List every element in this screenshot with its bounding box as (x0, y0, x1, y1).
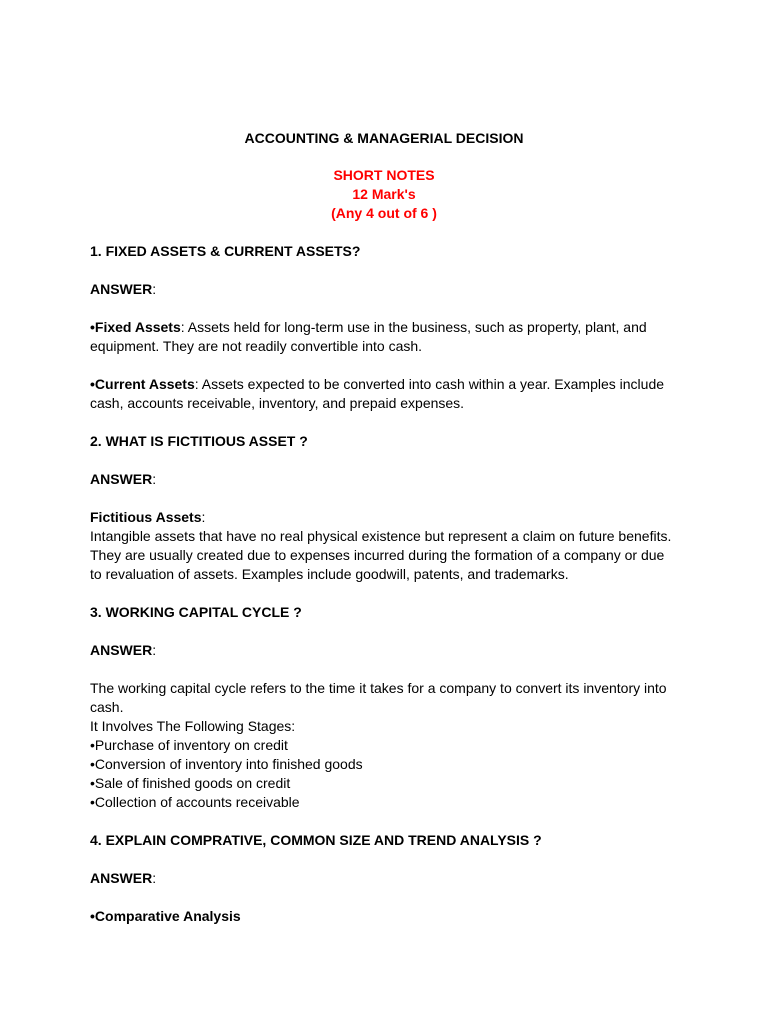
current-assets-text: : Assets expected to be converted into cash within a year. Examples include cash, accounts receivable, inventory, and prepaid expenses. (90, 376, 665, 411)
fictitious-assets-paragraph (90, 508, 678, 584)
fictitious-assets-term: Fictitious Assets (90, 509, 202, 525)
short-notes-label: SHORT NOTES (333, 167, 435, 183)
current-assets-term: •Current Assets (90, 376, 195, 392)
fictitious-assets-text: Intangible assets that have no real physical existence but represent a claim on future benefits. They are usually created due to expenses incurred during the formation of a company or due to revaluation of assets. Examples include goodwill, patents, and trademarks. (90, 528, 672, 582)
question-2-heading: 2. WHAT IS FICTITIOUS ASSET ? (90, 433, 308, 449)
answer-label-4 (90, 869, 678, 888)
fixed-assets-term: •Fixed Assets (90, 319, 181, 335)
fictitious-term-colon: : (201, 509, 206, 525)
answer-label-text: ANSWER (90, 281, 153, 297)
comparative-analysis-item (90, 907, 678, 926)
stage-item: •Conversion of inventory into finished goods (90, 756, 363, 772)
answer-label-text: ANSWER (90, 642, 153, 658)
working-capital-paragraph (90, 679, 678, 812)
marks-label: 12 Mark's (352, 186, 416, 202)
answer-label-1 (90, 280, 678, 299)
answer-label-2 (90, 470, 678, 489)
working-capital-intro: The working capital cycle refers to the time it takes for a company to convert its inventory into cash. (90, 680, 667, 715)
question-1-heading: 1. FIXED ASSETS & CURRENT ASSETS? (90, 243, 361, 259)
fixed-assets-paragraph (90, 318, 678, 356)
document-title: ACCOUNTING & MANAGERIAL DECISION (244, 130, 524, 146)
answer-colon: : (152, 281, 157, 297)
question-3-heading: 3. WORKING CAPITAL CYCLE ? (90, 604, 302, 620)
answer-label-text: ANSWER (90, 870, 153, 886)
stages-label: It Involves The Following Stages: (90, 718, 296, 734)
answer-label-3 (90, 641, 678, 660)
stage-item: •Sale of finished goods on credit (90, 775, 291, 791)
any-label: (Any 4 out of 6 ) (331, 205, 437, 221)
fixed-assets-text: : Assets held for long-term use in the business, such as property, plant, and equipment. They are not readily convertible into cash. (90, 319, 647, 354)
answer-colon: : (152, 642, 157, 658)
comparative-analysis-term: •Comparative Analysis (90, 908, 241, 924)
current-assets-paragraph (90, 375, 678, 413)
answer-colon: : (152, 870, 157, 886)
short-notes-block (90, 166, 678, 223)
answer-colon: : (152, 471, 157, 487)
stage-item: •Purchase of inventory on credit (90, 737, 288, 753)
question-4-heading: 4. EXPLAIN COMPRATIVE, COMMON SIZE AND TREND ANALYSIS ? (90, 832, 542, 848)
answer-label-text: ANSWER (90, 471, 153, 487)
stage-item: •Collection of accounts receivable (90, 794, 300, 810)
